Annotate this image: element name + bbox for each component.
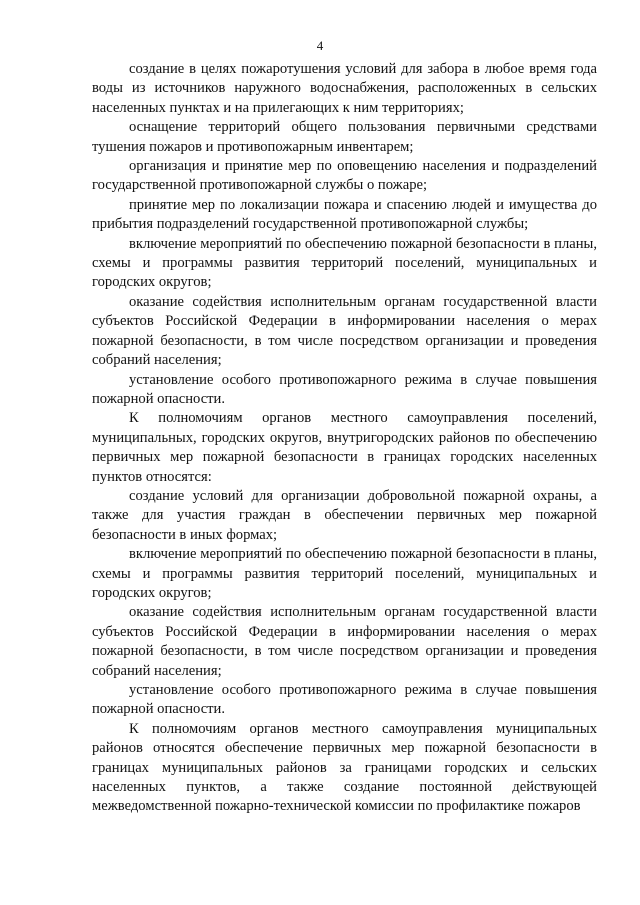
paragraph-development-plans-urban: включение мероприятий по обеспечению пожарной безопасности в планы, схемы и программы развития территорий поселений, муниципальных и городских округов; xyxy=(92,546,597,601)
paragraph-fire-localization: принятие мер по локализации пожара и спасению людей и имущества до прибытия подразделений государственной противопожарной службы; xyxy=(92,196,597,233)
paragraph-special-regime: установление особого противопожарного режима в случае повышения пожарной опасности. xyxy=(92,371,597,407)
paragraph-water-supply: создание в целях пожаротушения условий для забора в любое время года воды из источников наружного водоснабжения, расположенных в сельских населенных пунктах и на прилегающих к ним территориях; xyxy=(92,61,597,116)
paragraph-development-plans: включение мероприятий по обеспечению пожарной безопасности в планы, схемы и программы развития территорий поселений, муниципальных и городских округов; xyxy=(92,235,597,291)
paragraph-public-information-urban: оказание содействия исполнительным органам государственной власти субъектов Российской Федерации в информировании населения о мерах пожарной безопасности, в том числе посредством организации и проведения собраний населения; xyxy=(92,604,597,679)
paragraph-special-regime-urban: установление особого противопожарного режима в случае повышения пожарной опасности. xyxy=(92,682,597,718)
paragraph-public-territory-equipment: оснащение территорий общего пользования первичными средствами тушения пожаров и противопожарным инвентарем; xyxy=(92,119,597,155)
paragraph-district-powers: К полномочиям органов местного самоуправления муниципальных районов относятся обеспечение первичных мер пожарной безопасности в границах муниципальных районов за границами городских и сельских населенных пунктов, а также создание постоянной действующей межведомственной пожарно-технической комиссии по профилактике пожаров xyxy=(92,720,597,815)
paragraph-urban-powers-intro: К полномочиям органов местного самоуправления поселений, муниципальных, городских округов, внутригородских районов по обеспечению первичных мер пожарной безопасности в границах городских населенных пунктов относятся: xyxy=(92,410,597,485)
paragraph-fire-notification: организация и принятие мер по оповещению населения и подразделений государственной противопожарной службы о пожаре; xyxy=(92,158,597,194)
paragraph-public-information: оказание содействия исполнительным органам государственной власти субъектов Российской Федерации в информировании населения о мерах пожарной безопасности, в том числе посредством организации и проведения собраний населения; xyxy=(92,293,597,369)
document-body xyxy=(92,60,597,817)
page-number: 4 xyxy=(316,38,324,53)
paragraph-volunteer-fire-brigade: создание условий для организации добровольной пожарной охраны, а также для участия граждан в обеспечении первичных мер пожарной безопасности в иных формах; xyxy=(92,487,597,543)
